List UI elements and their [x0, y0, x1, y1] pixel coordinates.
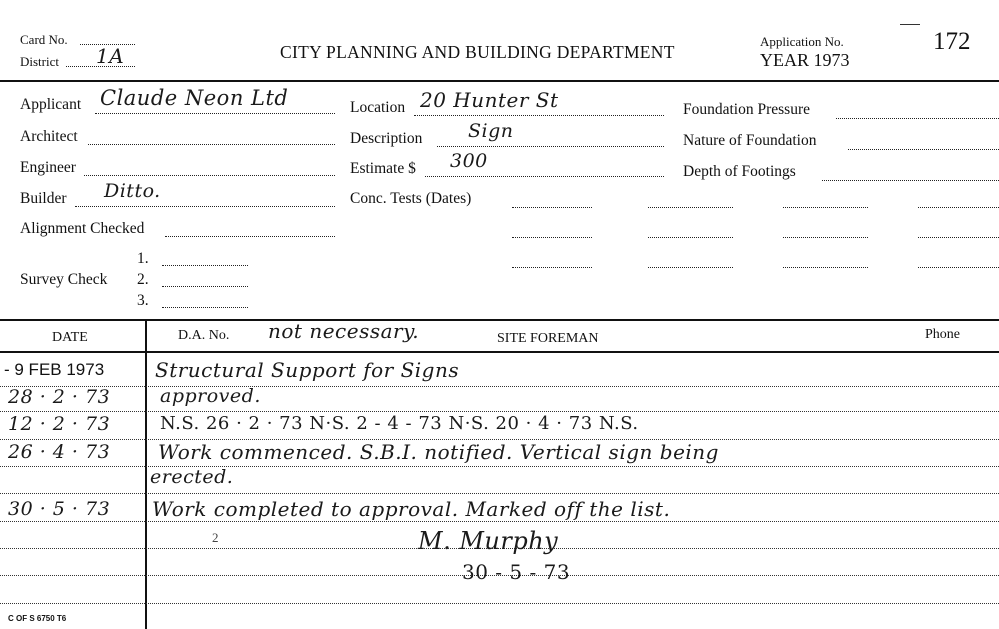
ruled-line	[0, 521, 999, 522]
phone-label: Phone	[925, 327, 960, 342]
log-top-border	[0, 319, 999, 321]
entry-text-2: approved.	[160, 385, 261, 407]
ruled-line	[0, 411, 999, 412]
entry-date-6: 30 · 5 · 73	[8, 498, 111, 520]
survey-item-1: 1.	[137, 250, 149, 267]
conc-line-2-4	[918, 237, 999, 238]
builder-line	[75, 206, 335, 207]
location-line	[414, 115, 664, 116]
entry-date-4: 26 · 4 · 73	[8, 441, 111, 463]
form-code: C OF S 6750 T6	[8, 614, 67, 623]
builder-label: Builder	[20, 190, 67, 207]
ruled-line	[0, 603, 999, 604]
conc-line-2-2	[648, 237, 733, 238]
year-label: YEAR 1973	[760, 50, 850, 70]
architect-line	[88, 144, 335, 145]
applicant-value: Claude Neon Ltd	[100, 86, 289, 110]
conc-line-1-3	[783, 207, 868, 208]
conc-line-3-2	[648, 267, 733, 268]
engineer-line	[84, 175, 335, 176]
architect-label: Architect	[20, 128, 78, 145]
location-value: 20 Hunter St	[420, 88, 559, 112]
applicant-label: Applicant	[20, 96, 82, 113]
applicant-line	[95, 113, 335, 114]
da-value: not necessary.	[268, 319, 420, 343]
foundation-pressure-line	[836, 118, 999, 119]
conc-line-3-3	[783, 267, 868, 268]
survey-item-3: 3.	[137, 292, 149, 309]
entry-date-2: 28 · 2 · 73	[8, 386, 111, 408]
application-label: Application No.	[760, 34, 844, 49]
survey-line-2	[162, 286, 248, 287]
entry-date-1: - 9 FEB 1973	[4, 360, 105, 379]
date-header: DATE	[52, 330, 88, 345]
conc-line-1-4	[918, 207, 999, 208]
entry-text-5: erected.	[150, 466, 234, 488]
builder-value: Ditto.	[104, 180, 161, 202]
header-divider	[0, 80, 999, 82]
signature: M. Murphy	[418, 527, 559, 555]
conc-line-2-3	[783, 237, 868, 238]
card-number: 172	[933, 28, 971, 55]
ruled-line	[0, 493, 999, 494]
engineer-label: Engineer	[20, 159, 76, 176]
location-label: Location	[350, 99, 406, 116]
conc-line-1-1	[512, 207, 592, 208]
nature-foundation-label: Nature of Foundation	[683, 132, 817, 149]
survey-label: Survey Check	[20, 271, 108, 288]
card-no-label: Card No.	[20, 32, 68, 47]
estimate-line	[425, 176, 664, 177]
district-label: District	[20, 54, 59, 69]
alignment-label: Alignment Checked	[20, 220, 145, 237]
conc-line-1-2	[648, 207, 733, 208]
conc-tests-label: Conc. Tests (Dates)	[350, 190, 472, 207]
corner-tick	[900, 24, 920, 25]
conc-line-2-1	[512, 237, 592, 238]
site-foreman-label: SITE FOREMAN	[497, 331, 599, 346]
entry-text-6: Work completed to approval. Marked off the list.	[152, 497, 671, 521]
survey-item-2: 2.	[137, 271, 149, 288]
date-column-divider	[145, 320, 147, 629]
ruled-line	[0, 386, 999, 387]
depth-footings-label: Depth of Footings	[683, 163, 796, 180]
alignment-line	[165, 236, 335, 237]
estimate-value: 300	[450, 150, 488, 172]
survey-line-3	[162, 307, 248, 308]
foundation-pressure-label: Foundation Pressure	[683, 101, 811, 118]
description-label: Description	[350, 130, 423, 147]
entry-text-3: N.S. 26 · 2 · 73 N·S. 2 - 4 - 73 N·S. 20 · 4 · 73 N.S.	[160, 413, 639, 434]
log-header-border	[0, 351, 999, 353]
department-title: CITY PLANNING AND BUILDING DEPARTMENT	[280, 42, 675, 62]
signature-date: 30 - 5 - 73	[462, 560, 571, 584]
entry-date-3: 12 · 2 · 73	[8, 413, 111, 435]
entry-text-4: Work commenced. S.B.I. notified. Vertical sign being	[158, 440, 719, 464]
district-value: 1A	[96, 44, 125, 68]
depth-footings-line	[822, 180, 999, 181]
da-label: D.A. No.	[178, 328, 230, 343]
conc-line-3-4	[918, 267, 999, 268]
description-line	[437, 146, 664, 147]
nature-foundation-line	[848, 149, 999, 150]
survey-line-1	[162, 265, 248, 266]
stray-mark: 2	[212, 530, 219, 545]
conc-line-3-1	[512, 267, 592, 268]
estimate-label: Estimate $	[350, 160, 416, 177]
entry-text-1: Structural Support for Signs	[155, 358, 460, 382]
description-value: Sign	[468, 120, 514, 142]
